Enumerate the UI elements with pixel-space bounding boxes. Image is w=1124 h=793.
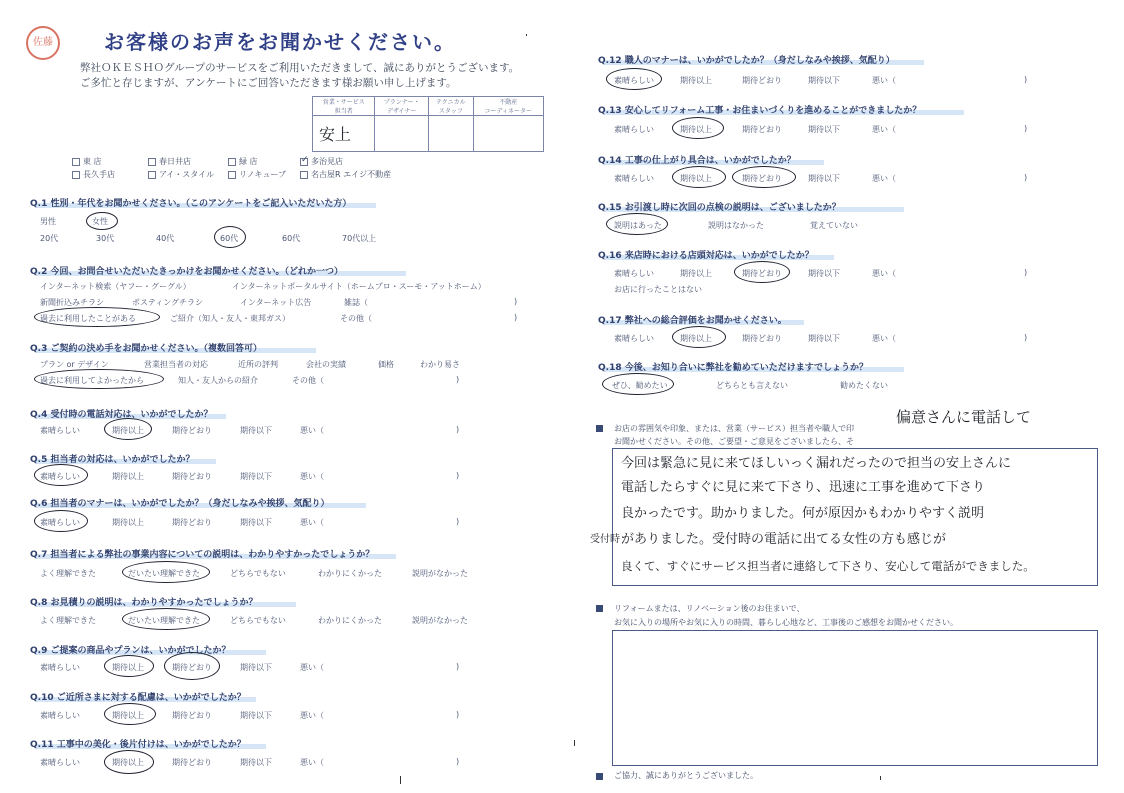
q8-opt-1[interactable]: よく理解できた (40, 616, 96, 625)
answer-circle (104, 418, 152, 440)
staff-table (312, 96, 544, 152)
q18-opt-3[interactable]: 勧めたくない (840, 381, 888, 390)
answer-circle (164, 652, 220, 680)
q7-opt-4[interactable]: わかりにくかった (318, 569, 382, 578)
q13-opt-1[interactable]: 素晴らしい (614, 125, 654, 134)
q16-opt-5[interactable]: 悪い（ (872, 269, 896, 278)
q7-label: Q.7 担当者による弊社の事業内容についての説明は、わかりやすかったでしょうか？ (30, 550, 375, 560)
q2-magazine-close: ) (514, 297, 518, 306)
answer-circle (122, 561, 210, 583)
q4-opt-5[interactable]: 悪い（ (300, 426, 324, 435)
q13-close: ) (1024, 124, 1028, 133)
q10-opt-3[interactable]: 期待どおり (172, 711, 212, 720)
q2-opt-magazine[interactable]: 雑誌（ (344, 298, 368, 307)
q16-opt-2[interactable]: 期待以上 (680, 269, 712, 278)
q6-opt-2[interactable]: 期待以上 (112, 518, 144, 527)
q1-gender-female[interactable]: 女性 (92, 217, 108, 226)
answer-circle (606, 68, 662, 90)
q12-opt-4[interactable]: 期待以下 (808, 76, 840, 85)
q6-opt-3[interactable]: 期待どおり (172, 518, 212, 527)
q10-label: Q.10 ご近所さまに対する配慮は、いかがでしたか？ (30, 693, 246, 703)
comment1-box[interactable] (612, 448, 1098, 586)
q13-label: Q.13 安心してリフォーム工事・お住まいづくりを進めることができましたか？ (598, 106, 922, 116)
q9-opt-1[interactable]: 素晴らしい (40, 663, 80, 672)
scan-speck (574, 740, 575, 746)
answer-circle (86, 212, 118, 230)
q10-opt-5[interactable]: 悪い（ (300, 711, 324, 720)
q2-label: Q.2 今回、お問合せいただいたきっかけをお聞かせください。（どれか一つ） (30, 267, 343, 277)
q5-opt-3[interactable]: 期待どおり (172, 472, 212, 481)
q3-opt-other[interactable]: その他（ (292, 376, 324, 385)
answer-circle (672, 166, 726, 188)
comment2-prompt-2: お気に入りの場所やお気に入りの時間、暮らし心地など、工事後のご感想をお聞かせください。 (614, 618, 958, 627)
q1-age-60s-a[interactable]: 60代 (220, 234, 239, 243)
scan-speck (400, 776, 401, 784)
answer-circle (672, 326, 726, 348)
intro-line-1: 弊社ＯＫＥＳＨＯグループのサービスをご利用いただきまして、誠にありがとうございます。 (80, 62, 520, 74)
q12-label: Q.12 職人のマナーは、いかがでしたか？（身だしなみや挨拶、気配り） (598, 56, 895, 66)
q13-opt-4[interactable]: 期待以下 (808, 125, 840, 134)
q10-opt-2[interactable]: 期待以上 (112, 711, 144, 720)
q9-close: ) (456, 662, 460, 671)
q8-opt-3[interactable]: どちらでもない (230, 616, 286, 625)
q4-opt-3[interactable]: 期待どおり (172, 426, 212, 435)
q8-opt-4[interactable]: わかりにくかった (318, 616, 382, 625)
staff-sales-name[interactable]: 安上 (313, 116, 375, 152)
scan-speck (880, 776, 881, 780)
q3-label: Q.3 ご契約の決め手をお聞かせください。（複数回答可） (30, 344, 262, 354)
q16-opt-never-visited[interactable]: お店に行ったことはない (614, 285, 702, 294)
q7-opt-2[interactable]: だいたい理解できた (128, 569, 200, 578)
store-checkbox-renocube[interactable]: リノキューブ (228, 169, 286, 180)
q17-opt-4[interactable]: 期待以下 (808, 334, 840, 343)
q14-opt-4[interactable]: 期待以下 (808, 174, 840, 183)
q2-opt-internet-search[interactable]: インターネット検索（ヤフー・グーグル） (40, 282, 191, 291)
q11-opt-4[interactable]: 期待以下 (240, 758, 272, 767)
footer-thanks: ご協力、誠にありがとうございました。 (614, 771, 758, 780)
q18-opt-2[interactable]: どちらとも言えない (716, 381, 788, 390)
comment1-prompt-1: お店の雰囲気や印象、または、営業（サービス）担当者や職人で印 (614, 424, 854, 433)
handwriting-line-3: 良かったです。助かりました。何が原因かもわかりやすく説明 (621, 506, 984, 521)
q9-opt-3[interactable]: 期待どおり (172, 663, 212, 672)
q1-age-20s[interactable]: 20代 (40, 234, 59, 243)
q9-opt-5[interactable]: 悪い（ (300, 663, 324, 672)
q12-opt-5[interactable]: 悪い（ (872, 76, 896, 85)
scan-speck (526, 34, 527, 36)
answer-circle (34, 307, 160, 327)
q11-close: ) (456, 757, 460, 766)
q14-opt-3[interactable]: 期待どおり (742, 174, 782, 183)
q2-opt-other[interactable]: その他（ (340, 314, 372, 323)
q11-opt-5[interactable]: 悪い（ (300, 758, 324, 767)
q12-close: ) (1024, 75, 1028, 84)
q11-opt-3[interactable]: 期待どおり (172, 758, 212, 767)
handwriting-line-4: がありました。受付時の電話に出てる女性の方も感じが (621, 532, 947, 547)
q14-opt-5[interactable]: 悪い（ (872, 174, 896, 183)
q12-opt-3[interactable]: 期待どおり (742, 76, 782, 85)
q2-opt-past-use[interactable]: 過去に利用したことがある (40, 314, 136, 323)
q1-age-70s[interactable]: 70代以上 (342, 234, 377, 243)
answer-circle (734, 261, 790, 283)
q2-other-close: ) (514, 313, 518, 322)
staff-header-realestate: 不動産 コーディネーター (473, 97, 543, 116)
store-checkbox-kasugai[interactable]: 春日井店 (148, 156, 191, 167)
q7-opt-5[interactable]: 説明がなかった (412, 569, 468, 578)
q1-age-60s-b[interactable]: 60代 (282, 234, 301, 243)
q13-opt-3[interactable]: 期待どおり (742, 125, 782, 134)
q16-opt-3[interactable]: 期待どおり (742, 269, 782, 278)
section-bullet (596, 425, 603, 432)
q9-opt-4[interactable]: 期待以下 (240, 663, 272, 672)
handwritten-note: 偏意さんに電話して (896, 408, 1032, 426)
answer-circle (602, 373, 674, 395)
staff-header-planner: プランナー・ デザイナー (375, 97, 429, 116)
q6-label: Q.6 担当者のマナーは、いかがでしたか？（身だしなみや挨拶、気配り） (30, 499, 330, 509)
staff-header-technical: テクニカル スタッフ (429, 97, 473, 116)
q2-opt-referral[interactable]: ご紹介（知人・友人・東邦ガス） (170, 314, 290, 323)
answer-circle (104, 750, 154, 774)
answer-circle (34, 369, 164, 389)
answer-circle (732, 166, 796, 188)
answer-circle (606, 213, 668, 235)
q15-opt-1[interactable]: 説明はあった (614, 221, 662, 230)
q17-label: Q.17 弊社への総合評価をお聞かせください。 (598, 316, 787, 326)
q10-close: ) (456, 710, 460, 719)
q5-opt-2[interactable]: 期待以上 (112, 472, 144, 481)
q1-age-30s[interactable]: 30代 (96, 234, 115, 243)
q11-opt-1[interactable]: 素晴らしい (40, 758, 80, 767)
q13-opt-2[interactable]: 期待以上 (680, 125, 712, 134)
q7-opt-3[interactable]: どちらでもない (230, 569, 286, 578)
handwriting-line-2: 電話したらすぐに見に来て下さり、迅速に工事を進めて下さり (621, 480, 986, 495)
q18-label: Q.18 今後、お知り合いに弊社を勧めていただけますでしょうか？ (598, 363, 868, 373)
q11-opt-2[interactable]: 期待以上 (112, 758, 144, 767)
q1-gender-male[interactable]: 男性 (40, 217, 56, 226)
q5-opt-4[interactable]: 期待以下 (240, 472, 272, 481)
answer-circle (104, 655, 154, 677)
q7-opt-1[interactable]: よく理解できた (40, 569, 96, 578)
answer-circle (122, 608, 210, 630)
q3-opt-sales-staff[interactable]: 営業担当者の対応 (144, 360, 208, 369)
q1-label: Q.1 性別・年代をお聞かせください。（このアンケートをご記入いただいた方） (30, 199, 352, 209)
q15-opt-3[interactable]: 覚えていない (810, 221, 858, 230)
q5-label: Q.5 担当者の対応は、いかがでしたか？ (30, 455, 195, 465)
staff-header-sales: 営業・サービス 担当者 (313, 97, 375, 116)
intro-line-2: ご多忙と存じますが、アンケートにご回答いただきます様お願い申し上げます。 (80, 77, 457, 89)
q12-opt-1[interactable]: 素晴らしい (614, 76, 654, 85)
q15-opt-2[interactable]: 説明はなかった (708, 221, 764, 230)
q9-opt-2[interactable]: 期待以上 (112, 663, 144, 672)
q5-opt-1[interactable]: 素晴らしい (40, 472, 80, 481)
store-checkbox-higashi[interactable]: 東 店 (72, 156, 102, 167)
seal-stamp: 佐藤 (26, 26, 60, 60)
store-checkbox-nagoya-r[interactable]: 名古屋R エイジ不動産 (300, 169, 391, 180)
comment2-box[interactable] (612, 630, 1098, 766)
q16-close: ) (1024, 268, 1028, 277)
q14-opt-1[interactable]: 素晴らしい (614, 174, 654, 183)
q10-opt-1[interactable]: 素晴らしい (40, 711, 80, 720)
q16-opt-1[interactable]: 素晴らしい (614, 269, 654, 278)
q3-opt-plan[interactable]: プラン or デザイン (40, 360, 109, 369)
answer-circle (104, 703, 156, 725)
q3-opt-past-use[interactable]: 過去に利用してよかったから (40, 376, 144, 385)
answer-circle (34, 464, 88, 486)
q16-opt-4[interactable]: 期待以下 (808, 269, 840, 278)
q2-opt-portal[interactable]: インターネットポータルサイト（ホームプロ・スーモ・アットホーム） (232, 282, 486, 291)
answer-circle (34, 510, 88, 532)
q8-opt-2[interactable]: だいたい理解できた (128, 616, 200, 625)
q10-opt-4[interactable]: 期待以下 (240, 711, 272, 720)
section-bullet (596, 605, 603, 612)
staff-planner-name[interactable] (375, 116, 429, 152)
q4-close: ) (456, 425, 460, 434)
q3-opt-friend[interactable]: 知人・友人からの紹介 (178, 376, 258, 385)
handwriting-line-5: 良くて、すぐにサービス担当者に連絡して下さり、安心して電話ができました。 (621, 559, 1035, 573)
q17-opt-1[interactable]: 素晴らしい (614, 334, 654, 343)
q3-other-close: ) (456, 375, 460, 384)
answer-circle (672, 117, 724, 139)
q6-opt-4[interactable]: 期待以下 (240, 518, 272, 527)
q3-opt-reputation[interactable]: 近所の評判 (238, 360, 278, 369)
page-title: お客様のお声をお聞かせください。 (104, 30, 456, 54)
q3-opt-track-record[interactable]: 会社の実績 (306, 360, 346, 369)
q17-close: ) (1024, 333, 1028, 342)
store-checkbox-tajimi[interactable]: ✓ 多治見店 (301, 154, 343, 166)
q4-label: Q.4 受付時の電話対応は、いかがでしたか？ (30, 410, 213, 420)
q8-opt-5[interactable]: 説明がなかった (412, 616, 468, 625)
q3-opt-price[interactable]: 価格 (378, 360, 394, 369)
q6-opt-5[interactable]: 悪い（ (300, 518, 324, 527)
comment2-prompt-1: リフォームまたは、リノベーション後のお住まいで、 (614, 604, 805, 613)
staff-realestate-name[interactable] (473, 116, 543, 152)
q15-label: Q.15 お引渡し時に次回の点検の説明は、ございましたか？ (598, 203, 841, 213)
q5-opt-5[interactable]: 悪い（ (300, 472, 324, 481)
q3-opt-clarity[interactable]: わかり易さ (420, 360, 460, 369)
q4-opt-4[interactable]: 期待以下 (240, 426, 272, 435)
store-checkbox-nagakute[interactable]: 長久手店 (72, 169, 115, 180)
comment1-prompt-2: お聞かせください。その他、ご要望・ご意見をございましたら、そ (614, 437, 854, 446)
q13-opt-5[interactable]: 悪い（ (872, 125, 896, 134)
q12-opt-2[interactable]: 期待以上 (680, 76, 712, 85)
q2-opt-posting[interactable]: ポスティングチラシ (132, 298, 204, 307)
section-bullet (596, 773, 603, 780)
staff-technical-name[interactable] (429, 116, 473, 152)
store-checkbox-istyle[interactable]: アイ・スタイル (148, 169, 214, 180)
q14-label: Q.14 工事の仕上がり具合は、いかがでしたか？ (598, 156, 796, 166)
q4-opt-1[interactable]: 素晴らしい (40, 426, 80, 435)
q11-label: Q.11 工事中の美化・後片付けは、いかがでしたか？ (30, 740, 246, 750)
q6-opt-1[interactable]: 素晴らしい (40, 518, 80, 527)
q4-opt-2[interactable]: 期待以上 (112, 426, 144, 435)
q17-opt-3[interactable]: 期待どおり (742, 334, 782, 343)
q17-opt-2[interactable]: 期待以上 (680, 334, 712, 343)
q18-opt-1[interactable]: ぜひ、勧めたい (612, 381, 668, 390)
handwriting-insert-mark: 受付時 (590, 534, 620, 545)
q2-opt-newspaper[interactable]: 新聞折込みチラシ (40, 298, 104, 307)
q5-close: ) (456, 471, 460, 480)
q2-opt-web-ad[interactable]: インターネット広告 (240, 298, 312, 307)
answer-circle (214, 226, 246, 248)
q17-opt-5[interactable]: 悪い（ (872, 334, 896, 343)
q14-close: ) (1024, 173, 1028, 182)
q6-close: ) (456, 517, 460, 526)
q8-label: Q.8 お見積りの説明は、わかりやすかったでしょうか？ (30, 598, 258, 608)
handwriting-line-1: 今回は緊急に見に来てほしいっく漏れだったので担当の安上さんに (621, 456, 1012, 471)
q14-opt-2[interactable]: 期待以上 (680, 174, 712, 183)
q1-age-40s[interactable]: 40代 (156, 234, 175, 243)
store-checkbox-midori[interactable]: 緑 店 (228, 156, 258, 167)
q16-label: Q.16 来店時における店頭対応は、いかがでしたか？ (598, 251, 814, 261)
q9-label: Q.9 ご提案の商品やプランは、いかがでしたか？ (30, 646, 231, 656)
